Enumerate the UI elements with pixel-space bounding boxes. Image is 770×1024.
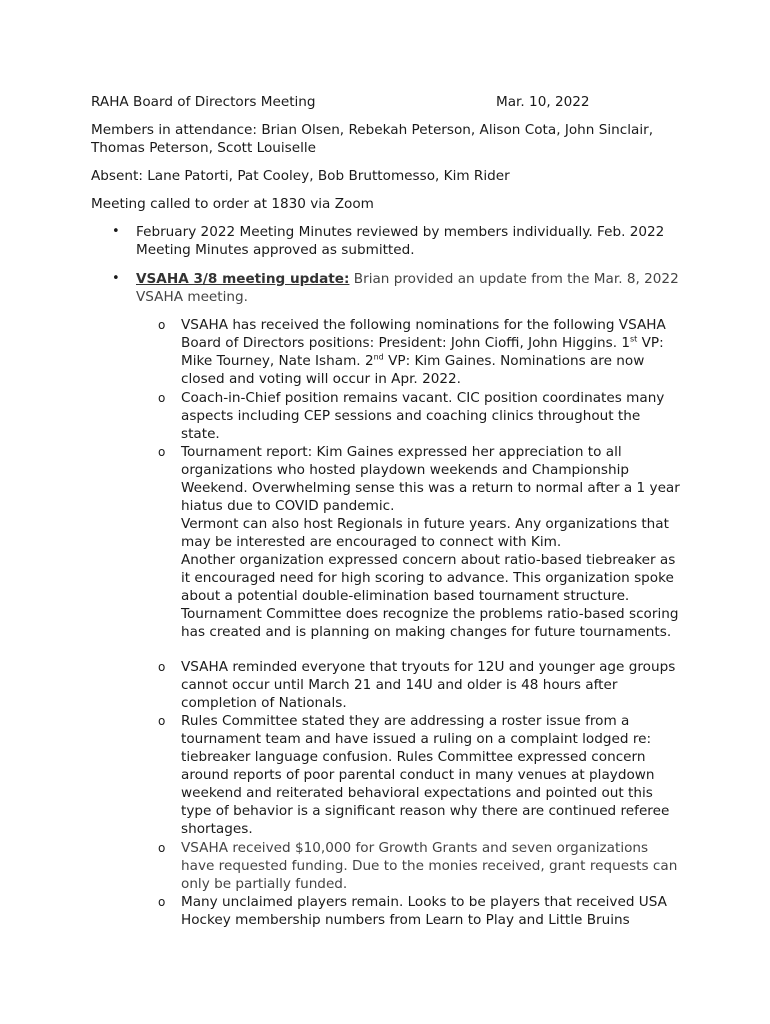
list-item-text [181, 316, 681, 388]
list-item-text: Many unclaimed players remain. Looks to be players that received USA Hockey membership numbers from Learn to Play and Little Bruins [181, 894, 667, 928]
list-item-text: Rules Committee stated they are addressing a roster issue from a tournament team and have issued a ruling on a complaint lodged re: tiebreaker language confusion. Rules Committee expressed concern around reports of poor parental conduct in many venues at playdown weekend and reiterated behavioral expectations and pointed out this type of behavior is a significant reason why there are continued referee shortages. [181, 713, 670, 837]
superscript: nd [373, 352, 384, 362]
paragraph: Vermont can also host Regionals in future years. Any organizations that may be interested are encouraged to connect with Kim. [181, 516, 669, 550]
sub-bullet-icon: o [158, 841, 166, 855]
sub-bullet-icon: o [158, 445, 166, 459]
list-item-text: VSAHA reminded everyone that tryouts for 12U and younger age groups cannot occur until March 21 and 14U and older is 48 hours after completion of Nationals. [181, 659, 676, 711]
meeting-date: Mar. 10, 2022 [496, 94, 590, 110]
called-to-order-line: Meeting called to order at 1830 via Zoom [91, 196, 374, 212]
list-item-text [181, 443, 681, 641]
bullet-icon: • [112, 271, 120, 286]
sub-bullet-icon: o [158, 391, 166, 405]
section-intro: Brian provided an update from the Mar. 8, 2022 VSAHA meeting. [136, 271, 679, 305]
header-row [91, 93, 691, 111]
document-title: RAHA Board of Directors Meeting [91, 94, 316, 110]
text-segment: VSAHA has received the following nominations for the following VSAHA Board of Directors positions: President: John Cioffi, John Higgins. 1 [181, 317, 666, 351]
text-segment: VP: Mike Tourney, Nate Isham. 2 [181, 335, 664, 369]
sub-bullet-icon: o [158, 714, 166, 728]
list-item-text: VSAHA received $10,000 for Growth Grants and seven organizations have requested funding. Due to the monies received, grant requests can only be partially funded. [181, 840, 678, 892]
bullet-text: February 2022 Meeting Minutes reviewed by members individually. Feb. 2022 Meeting Minutes approved as submitted. [136, 224, 665, 258]
list-item-text: Coach-in-Chief position remains vacant. CIC position coordinates many aspects including CEP sessions and coaching clinics throughout the state. [181, 390, 665, 442]
absent-line: Absent: Lane Patorti, Pat Cooley, Bob Bruttomesso, Kim Rider [91, 168, 510, 184]
sub-bullet-icon: o [158, 318, 166, 332]
superscript: st [630, 334, 638, 344]
sub-bullet-icon: o [158, 895, 166, 909]
sub-bullet-icon: o [158, 660, 166, 674]
paragraph: Another organization expressed concern about ratio-based tiebreaker as it encouraged need for high scoring to advance. This organization spoke about a potential double-elimination based tournament structure. Tournament Committee does recognize the problems ratio-based scoring has created and is planning on making changes for future tournaments. [181, 552, 679, 640]
bullet-text [136, 270, 682, 306]
bullet-icon: • [112, 224, 120, 239]
attendance-line: Members in attendance: Brian Olsen, Rebekah Peterson, Alison Cota, John Sinclair, Thomas Peterson, Scott Louiselle [91, 122, 654, 156]
section-heading: VSAHA 3/8 meeting update: [136, 271, 350, 287]
paragraph: Tournament report: Kim Gaines expressed her appreciation to all organizations who hosted playdown weekends and Championship Weekend. Overwhelming sense this was a return to normal after a 1 year hiatus due to COVID pandemic. [181, 444, 680, 514]
text-segment: VP: Kim Gaines. Nominations are now closed and voting will occur in Apr. 2022. [181, 353, 645, 387]
